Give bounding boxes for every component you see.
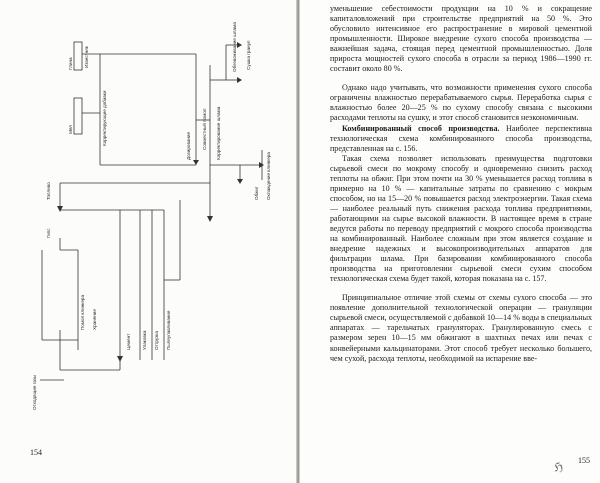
label-fuel: Топливо	[46, 182, 51, 200]
left-page-number: 154	[30, 448, 42, 457]
box-chalk	[74, 98, 82, 134]
paragraph-2: Однако надо учитывать, что возможности применения сухого способа ограничены влажностью перерабатываемого сырья. Переработка сырья с влажностью более 20—25 % по сухому способу связана с высокими расходами теплоты на сушку, и этот способ становится неэкономичным.	[330, 83, 592, 123]
label-dust-collection: Пылеулавливание	[166, 310, 171, 350]
label-packing: Упаковка	[142, 330, 147, 350]
label-chalk: Мел	[68, 125, 73, 134]
label-granule-drying: Сушка гранул	[246, 40, 251, 70]
label-slurry-correction: Корректирование шлама	[216, 106, 221, 160]
paragraph-5: Принципиальное отличие этой схемы от схемы сухого способа — это появление дополнительной технологической операции — грануляции сырьевой смеси, осуществляемой с добавкой 10—14 % воды в специальных аппаратах — тарельчатых грануляторах. Гранулированную смесь с размером зерен 10—15 мм обжигают в шахтных печах или печах с конвейерными кальцинаторами. Этот способ требует несколько большего, чем сухой, расхода теплоты, необходимой на испарение вве-	[330, 293, 592, 363]
diagram-connectors	[40, 42, 262, 380]
label-clinker-cooling: Охлаждение клинкера	[266, 152, 271, 200]
label-limestone: Известняк	[84, 46, 89, 68]
combined-paragraph-text: Наиболее перспективна технологическая схема комбинированного способа производства, представленная на с. 156.	[330, 123, 592, 153]
paragraph-3	[330, 124, 592, 154]
label-exhaust-gases: Отходящие газы	[32, 374, 37, 410]
right-page-number: 155	[578, 456, 590, 465]
paragraph-4: Такая схема позволяет использовать преимущества подготовки сырьевой смеси по мокрому способу и одновременно снизить расход теплоты на обжиг. При этом почти на 30 % уменьшается расход топлива в примерно на 10 % — капитальные затраты по сравнению с мокрым способом, но на 15—20 % повышается расход электроэнергии. Такая схема — наиболее реальный путь снижения расхода топлива предприятиями, работающими на сырье высокой влажности. В настоящее время в стране ведутся работы по переводу предприятий с мокрого способа производства на комбинированный. Наиболее сложным при этом является создание и внедрение надежных и высокопроизводительных аппаратов для фильтрации шлама. При базировании комбинированного способа производства на приготовлении сырьевой смеси сухим способом технологическая схема будет такой, которая показана на с. 157.	[330, 153, 592, 284]
label-correct-additives: Корректирующие добавки	[102, 90, 107, 146]
label-dosing: Дозирование	[186, 131, 191, 160]
label-storage: Хранение	[92, 309, 97, 330]
label-gypsum: Гипс	[46, 228, 51, 238]
label-firing: Обжиг	[254, 186, 259, 200]
pencil-mark-icon: ℌ	[552, 459, 565, 475]
box-clay	[74, 42, 82, 70]
label-clinker-grinding: Помол клинкера	[80, 295, 85, 330]
label-joint-grinding: Совместный помол	[202, 108, 207, 150]
diagram-arrows	[57, 42, 264, 362]
label-clay: Глина	[68, 57, 73, 70]
right-page-text	[330, 4, 592, 364]
label-shipment: Отгрузка	[154, 331, 159, 350]
paragraph-1: уменьшение себестоимости продукции на 10 % и сокращение капиталовложений при строительстве предприятий на 50 %. Это обусловило интенсивное его распространение в мировой цементной промышленности. Широкое внедрение сухого способа производства — важнейшая задача, стоящая перед цементной промышленностью. Доля прироста мощностей сухого способа в отрасли за период 1986—1990 гг. составит около 80 %.	[330, 4, 592, 74]
label-slurry-dewatering: Обезвоживание шлама	[232, 22, 237, 72]
label-cement: Цемент	[126, 333, 131, 350]
combined-heading: Комбинированный способ производства.	[342, 123, 500, 133]
